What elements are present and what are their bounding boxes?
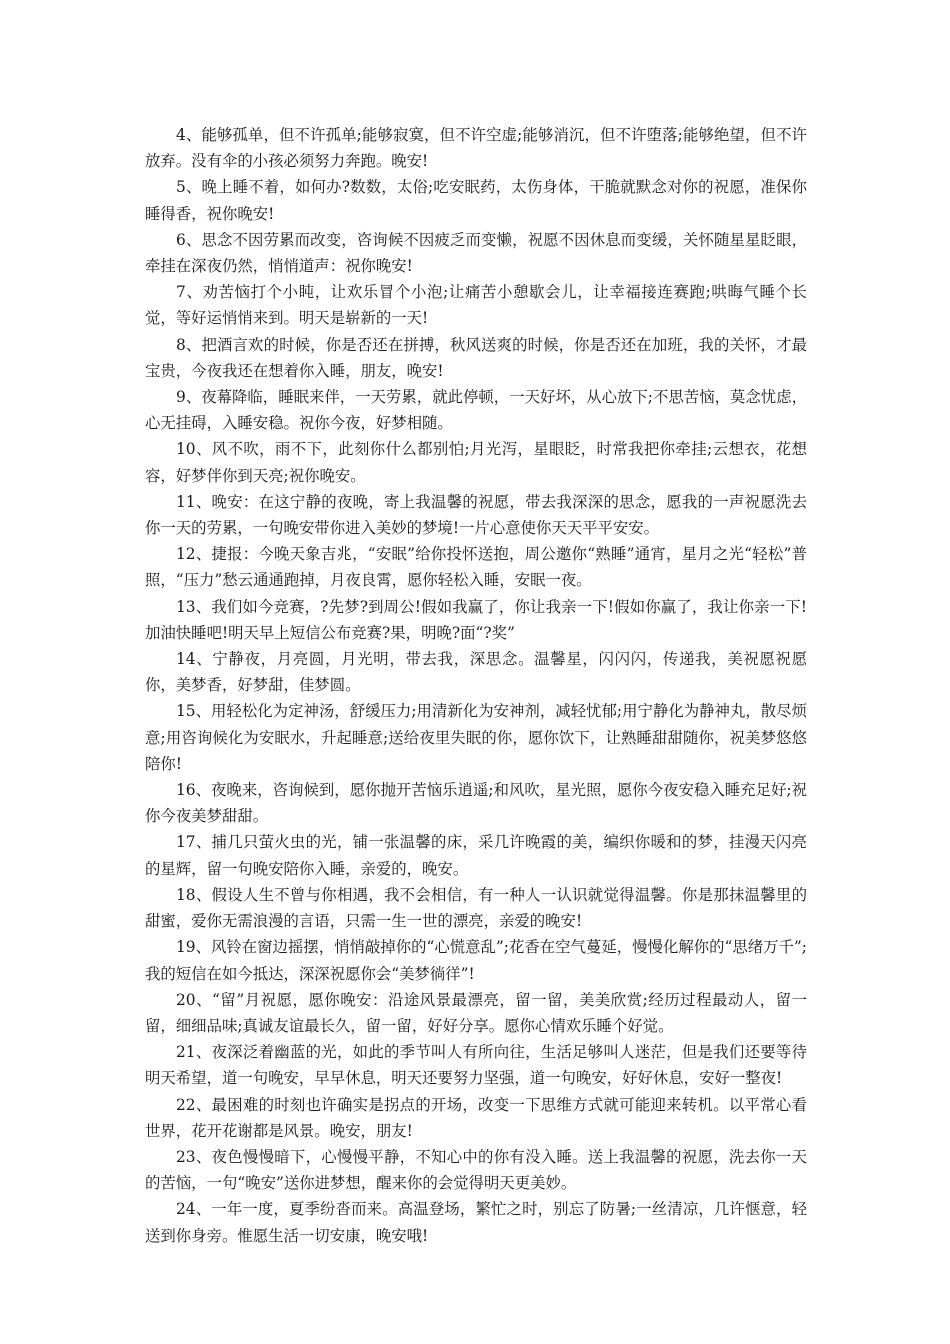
paragraph-11: 11、晚安：在这宁静的夜晚，寄上我温馨的祝愿，带去我深深的思念，愿我的一声祝愿洗去你一天的劳累，一句晚安带你进入美妙的梦境!一片心意使你天天平平安安。 (145, 492, 807, 538)
paragraph-5: 5、晚上睡不着，如何办?数数，太俗;吃安眠药，太伤身体，干脆就默念对你的祝愿，准保你睡得香，祝你晚安! (145, 178, 807, 223)
paragraph-16: 16、夜晚来，咨询候到，愿你抛开苦恼乐逍遥;和风吹，星光照，愿你今夜安稳入睡充足好;祝你今夜美梦甜甜。 (145, 781, 807, 826)
paragraph-15: 15、用轻松化为定神汤，舒缓压力;用清新化为安神剂，减轻忧郁;用宁静化为静神丸，散尽烦意;用咨询候化为安眠水，升起睡意;送给夜里失眠的你，愿你饮下，让熟睡甜甜随你，祝美梦悠悠陪你! (145, 702, 807, 773)
paragraph-21: 21、夜深泛着幽蓝的光，如此的季节叫人有所向往，生活足够叫人迷茫，但是我们还要等待明天希望，道一句晚安，早早休息，明天还要努力坚强，道一句晚安，好好休息，安好一整夜! (145, 1043, 807, 1088)
paragraph-14: 14、宁静夜，月亮圆，月光明，带去我，深思念。温馨星，闪闪闪，传递我，美祝愿祝愿你，美梦香，好梦甜，佳梦圆。 (145, 650, 807, 695)
paragraph-23: 23、夜色慢慢暗下，心慢慢平静，不知心中的你有没入睡。送上我温馨的祝愿，洗去你一天的苦恼，一句“晚安”送你进梦想，醒来你的会觉得明天更美妙。 (145, 1147, 807, 1193)
document-body (145, 122, 807, 1249)
paragraph-18: 18、假设人生不曾与你相遇，我不会相信，有一种人一认识就觉得温馨。你是那抹温馨里的甜蜜，爱你无需浪漫的言语，只需一生一世的漂亮，亲爱的晚安! (145, 885, 807, 931)
paragraph-6: 6、思念不因劳累而改变，咨询候不因疲乏而变懒，祝愿不因休息而变缓，关怀随星星眨眼，牵挂在深夜仍然，悄悄道声：祝你晚安! (145, 230, 807, 276)
paragraph-4: 4、能够孤单，但不许孤单;能够寂寞，但不许空虚;能够消沉，但不许堕落;能够绝望，但不许放弃。没有伞的小孩必须努力奔跑。晚安! (145, 126, 807, 171)
paragraph-17: 17、捕几只萤火虫的光，铺一张温馨的床，采几许晚霞的美，编织你暖和的梦，挂漫天闪亮的星辉，留一句晚安陪你入睡，亲爱的，晚安。 (145, 833, 807, 878)
paragraph-9: 9、夜幕降临，睡眠来伴，一天劳累，就此停顿，一天好坏，从心放下;不思苦恼，莫念忧虑，心无挂碍，入睡安稳。祝你今夜，好梦相随。 (145, 388, 807, 433)
paragraph-12: 12、捷报：今晚天象吉兆，“安眠”给你投怀送抱，周公邀你“熟睡”通宵，星月之光“轻松”普照，“压力”愁云通通跑掉，月夜良霄，愿你轻松入睡，安眠一夜。 (145, 545, 807, 590)
paragraph-8: 8、把酒言欢的时候，你是否还在拼搏，秋风送爽的时候，你是否还在加班，我的关怀，才最宝贵，今夜我还在想着你入睡，朋友，晚安! (145, 335, 807, 380)
paragraph-13: 13、我们如今竞赛，?先梦?到周公!假如我赢了，你让我亲一下!假如你赢了，我让你亲一下!加油快睡吧!明天早上短信公布竞赛?果，明晚?面“?奖” (145, 597, 807, 642)
paragraph-10: 10、风不吹，雨不下，此刻你什么都别怕;月光泻，星眼眨，时常我把你牵挂;云想衣，花想容，好梦伴你到天亮;祝你晚安。 (145, 440, 807, 485)
paragraph-24: 24、一年一度，夏季纷沓而来。高温登场，繁忙之时，别忘了防暑;一丝清凉，几许惬意，轻送到你身旁。惟愿生活一切安康，晚安哦! (145, 1200, 807, 1245)
paragraph-7: 7、劝苦恼打个小盹，让欢乐冒个小泡;让痛苦小憩歇会儿，让幸福接连赛跑;哄晦气睡个长觉，等好运悄悄来到。明天是崭新的一天! (145, 283, 807, 328)
paragraph-22: 22、最困难的时刻也许确实是拐点的开场，改变一下思维方式就可能迎来转机。以平常心看世界，花开花谢都是风景。晚安，朋友! (145, 1095, 807, 1140)
paragraph-19: 19、风铃在窗边摇摆，悄悄敲掉你的“心慌意乱”;花香在空气蔓延，慢慢化解你的“思绪万千”;我的短信在如今抵达，深深祝愿你会“美梦徜徉”! (145, 938, 807, 983)
paragraph-20: 20、“留”月祝愿，愿你晚安：沿途风景最漂亮，留一留，美美欣赏;经历过程最动人，留一留，细细品味;真诚友谊最长久，留一留，好好分享。愿你心情欢乐睡个好觉。 (145, 990, 807, 1035)
